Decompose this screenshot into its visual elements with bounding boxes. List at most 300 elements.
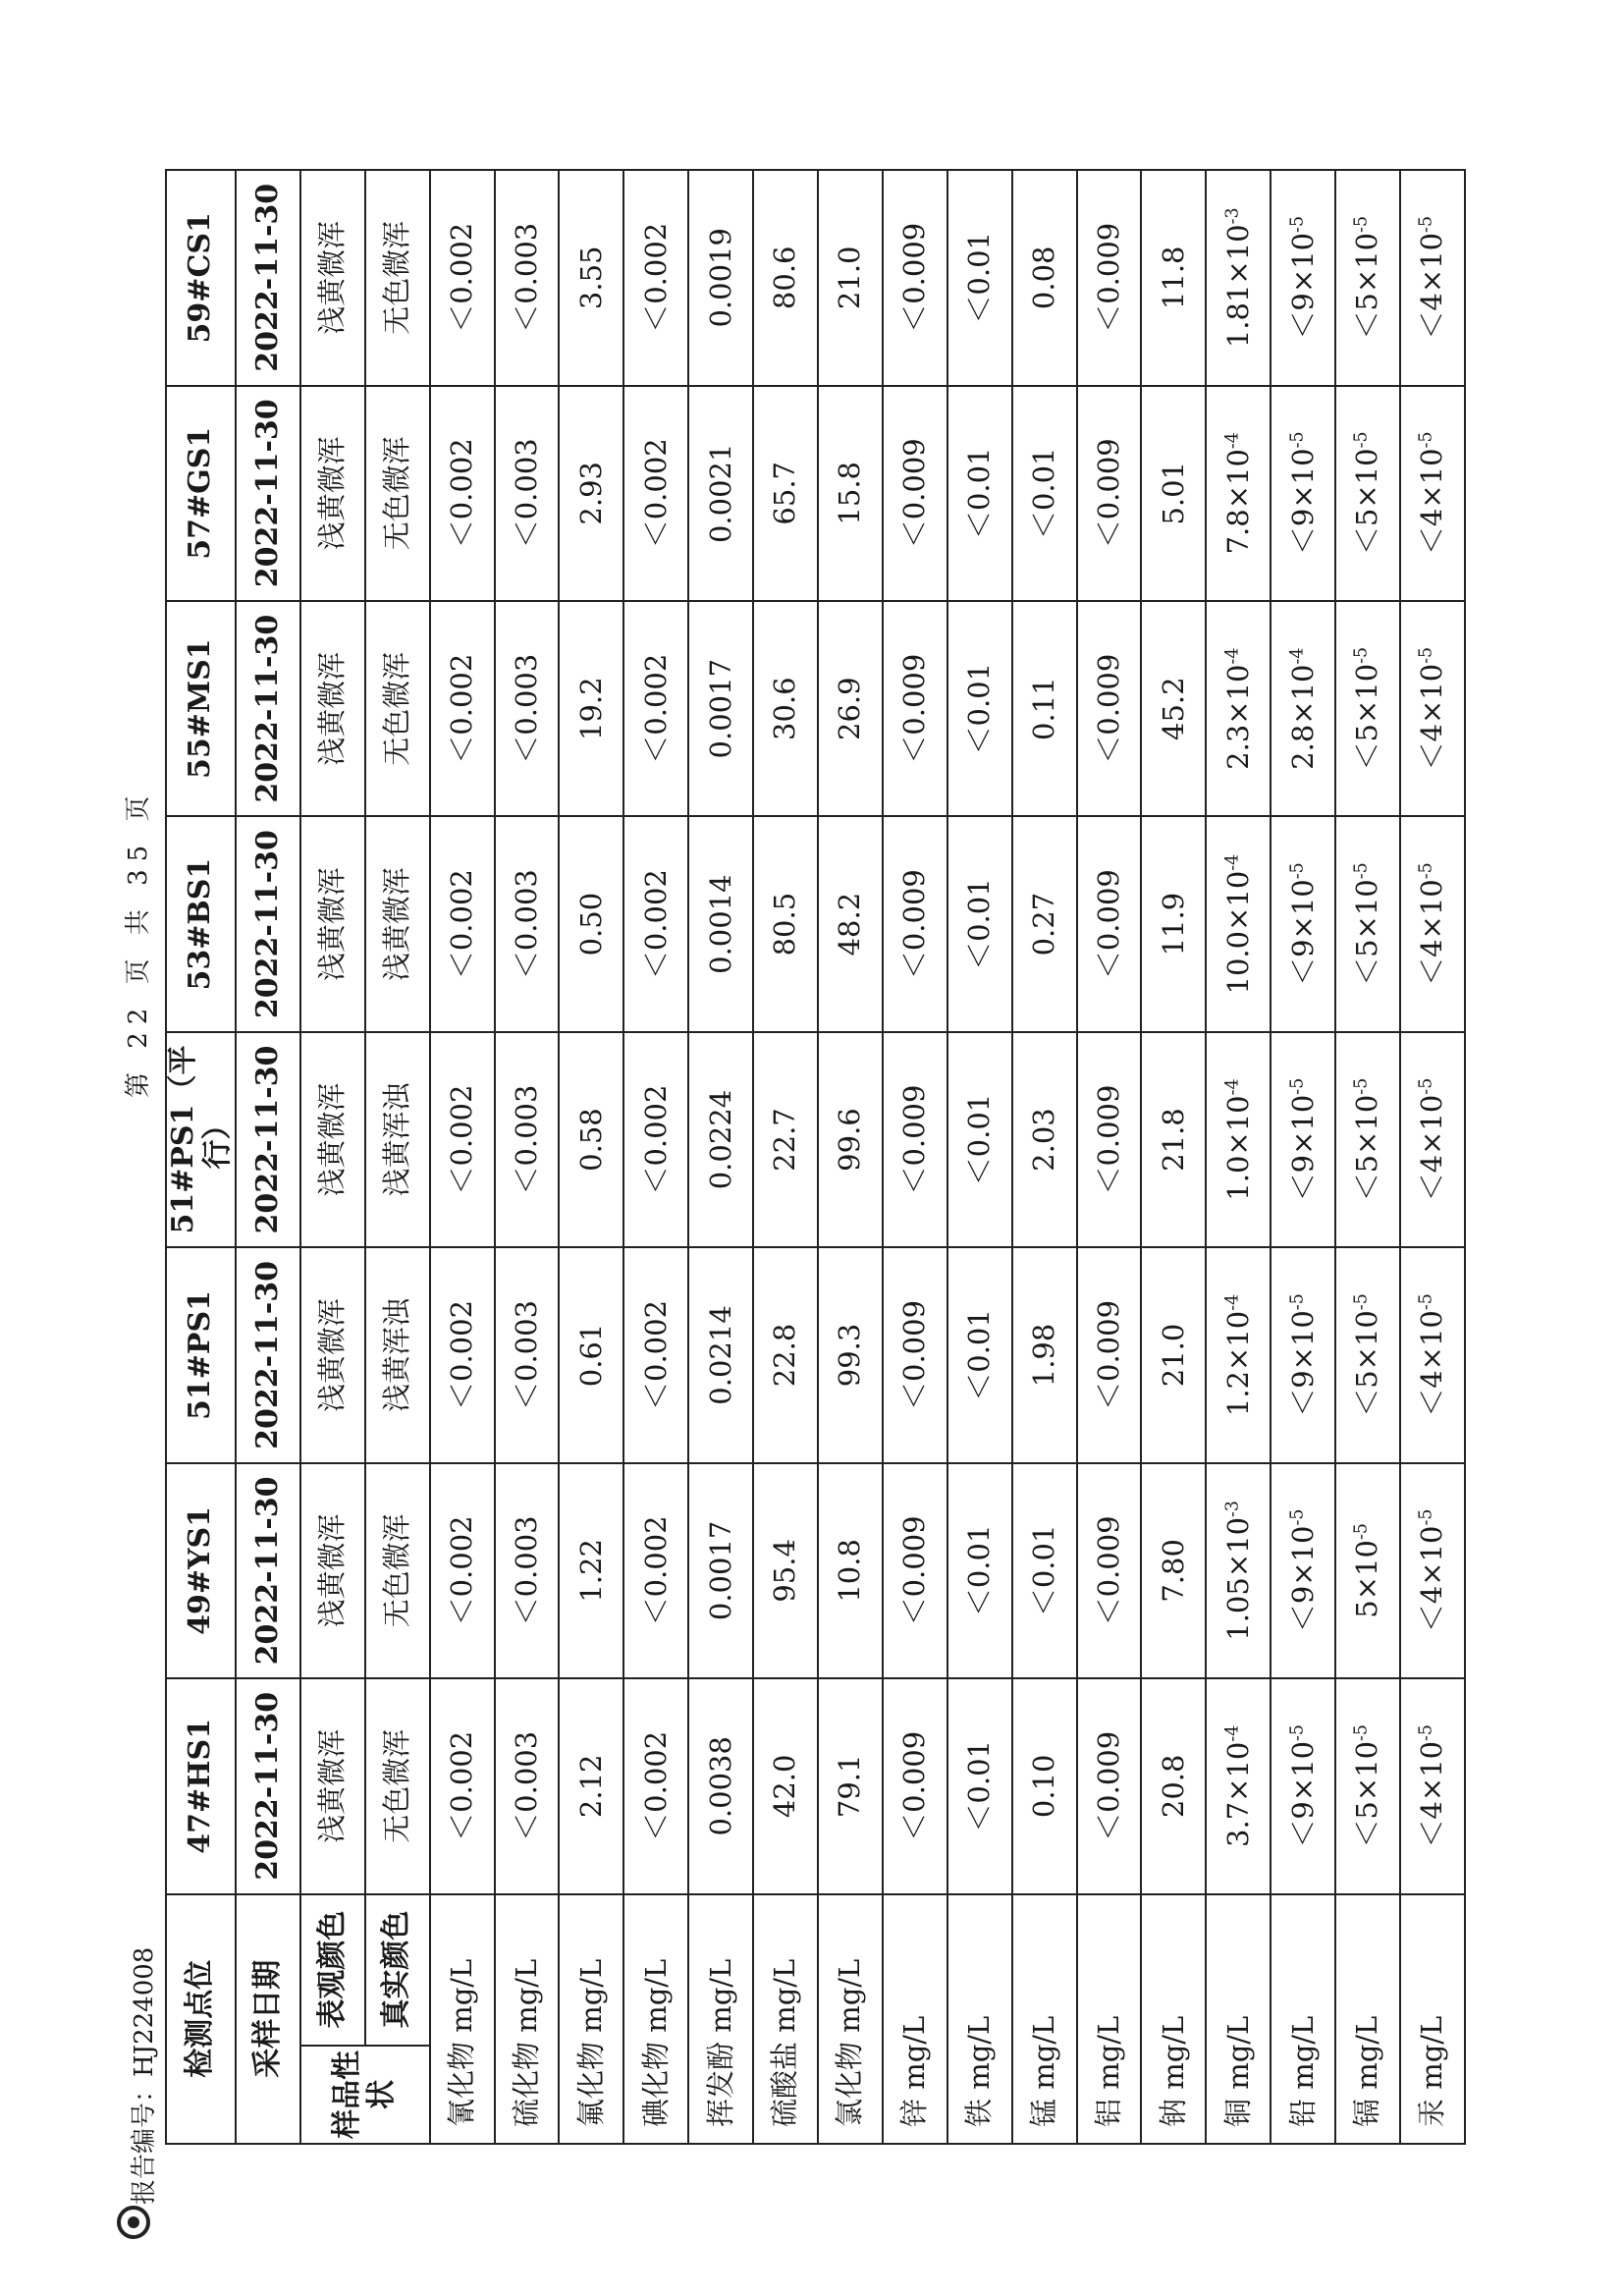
- table-row: [818, 170, 883, 2144]
- measurement-value: [1012, 386, 1077, 601]
- value-base: ＜0.009: [897, 653, 932, 764]
- value-base: ＜0.009: [1091, 1515, 1125, 1626]
- measurement-value: [947, 601, 1012, 816]
- value-base: 0.0019: [703, 228, 737, 328]
- true-color-value: 浅黄浑浊: [365, 1247, 430, 1462]
- value-exponent: -5: [1286, 215, 1307, 233]
- measurement-value: [430, 1032, 495, 1247]
- measurement-value: [1141, 386, 1206, 601]
- value-base: 95.4: [768, 1539, 802, 1603]
- value-exponent: -5: [1416, 1508, 1436, 1526]
- value-base: ＜4×10: [1415, 1740, 1449, 1848]
- sample-date: 2022-11-30: [236, 601, 300, 816]
- measurement-value: [688, 170, 753, 386]
- measurement-value: [818, 386, 883, 601]
- measurement-value: [430, 386, 495, 601]
- value-exponent: -3: [1221, 1501, 1242, 1517]
- measurement-value: [1206, 170, 1271, 386]
- value-exponent: -4: [1221, 432, 1242, 450]
- value-base: 5.01: [1156, 461, 1190, 525]
- table-row: [947, 170, 1012, 2144]
- measurement-value: [1206, 1678, 1271, 1893]
- value-base: 10.0×10: [1220, 870, 1255, 995]
- value-base: 0.0021: [703, 443, 737, 544]
- measurement-value: [1206, 601, 1271, 816]
- true-color-value: 浅黄微浑: [365, 816, 430, 1031]
- parameter-name: 锰 mg/L: [1012, 1894, 1077, 2144]
- measurement-value: [559, 386, 623, 601]
- report-number: 报告编号：HJ224008: [130, 1946, 159, 2205]
- value-base: 0.0214: [703, 1305, 737, 1405]
- value-exponent: -5: [1286, 1293, 1307, 1311]
- measurement-value: [818, 1247, 883, 1462]
- value-exponent: -5: [1351, 215, 1372, 233]
- value-base: 0.27: [1026, 892, 1060, 957]
- value-exponent: -5: [1351, 1293, 1372, 1311]
- value-exponent: -5: [1416, 1077, 1436, 1095]
- value-exponent: -4: [1286, 647, 1307, 665]
- true-color-label: 真实颜色: [365, 1894, 430, 2046]
- value-base: ＜9×10: [1285, 1740, 1320, 1848]
- value-exponent: -5: [1351, 862, 1372, 880]
- value-base: 11.8: [1156, 246, 1190, 310]
- measurement-value: [1206, 386, 1271, 601]
- sample-property-label: 样品性状: [300, 2046, 430, 2144]
- parameter-name: 镉 mg/L: [1335, 1894, 1400, 2144]
- value-exponent: -5: [1351, 1724, 1372, 1741]
- measurement-value: [1400, 1032, 1465, 1247]
- apparent-color-label: 表观颜色: [300, 1894, 365, 2046]
- value-base: ＜0.003: [509, 1299, 543, 1410]
- table-row: [753, 170, 818, 2144]
- value-base: ＜0.009: [897, 1299, 932, 1410]
- measurement-value: [623, 170, 688, 386]
- measurement-value: [1335, 170, 1400, 386]
- measurement-value: [1400, 1247, 1465, 1462]
- measurement-value: [1271, 1463, 1335, 1678]
- value-base: ＜5×10: [1350, 1740, 1384, 1848]
- value-base: ＜9×10: [1285, 232, 1320, 340]
- measurement-value: [947, 1247, 1012, 1462]
- measurement-value: [883, 1032, 947, 1247]
- value-base: ＜5×10: [1350, 879, 1384, 986]
- value-base: ＜0.002: [638, 222, 673, 333]
- measurement-value: [1077, 1032, 1142, 1247]
- measurement-value: [1012, 1247, 1077, 1462]
- measurement-value: [495, 170, 560, 386]
- value-base: ＜0.002: [638, 438, 673, 549]
- value-exponent: -5: [1416, 1293, 1436, 1311]
- table-row: [1400, 170, 1465, 2144]
- measurement-value: [495, 386, 560, 601]
- value-base: ＜0.01: [962, 1093, 997, 1186]
- value-base: ＜9×10: [1285, 1310, 1320, 1417]
- value-base: ＜9×10: [1285, 1525, 1320, 1633]
- value-base: ＜0.009: [1091, 1730, 1125, 1841]
- measurement-value: [1141, 1678, 1206, 1893]
- value-base: 0.0014: [703, 874, 737, 974]
- value-base: 48.2: [833, 892, 867, 957]
- apparent-color-value: 浅黄微浑: [300, 1678, 365, 1893]
- value-base: ＜0.003: [509, 1515, 543, 1626]
- value-base: 1.0×10: [1220, 1095, 1255, 1201]
- measurement-value: [883, 1247, 947, 1462]
- value-exponent: -5: [1416, 646, 1436, 664]
- value-base: 22.8: [768, 1323, 802, 1388]
- table-row: [1012, 170, 1077, 2144]
- value-base: ＜0.003: [509, 222, 543, 333]
- value-base: 30.6: [768, 677, 802, 740]
- value-base: ＜0.01: [962, 232, 997, 324]
- report-header: [116, 1946, 185, 2283]
- value-base: 0.58: [573, 1108, 608, 1172]
- value-base: ＜0.002: [638, 1730, 673, 1841]
- value-base: ＜0.002: [444, 653, 478, 764]
- value-base: 80.6: [768, 246, 802, 310]
- value-base: ＜4×10: [1415, 1310, 1449, 1417]
- measurement-value: [559, 170, 623, 386]
- value-base: 65.7: [768, 461, 802, 525]
- measurement-value: [559, 1463, 623, 1678]
- parameter-name: 硫化物 mg/L: [495, 1894, 560, 2144]
- value-base: ＜0.003: [509, 653, 543, 764]
- measurement-value: [1141, 170, 1206, 386]
- value-exponent: -5: [1416, 215, 1436, 233]
- value-base: 21.0: [833, 246, 867, 310]
- measurement-value: [688, 386, 753, 601]
- true-color-value: 无色微浑: [365, 1463, 430, 1678]
- value-base: ＜0.002: [444, 1084, 478, 1195]
- measurement-value: [1141, 1463, 1206, 1678]
- measurement-value: [818, 601, 883, 816]
- value-base: 7.80: [1156, 1539, 1190, 1603]
- value-base: 0.61: [573, 1323, 608, 1388]
- table-row: [688, 170, 753, 2144]
- value-base: ＜4×10: [1415, 879, 1449, 986]
- value-base: ＜9×10: [1285, 879, 1320, 986]
- measurement-value: [430, 1463, 495, 1678]
- header-row-date: [236, 170, 300, 2144]
- value-base: 2.93: [573, 461, 608, 525]
- measurement-value: [430, 170, 495, 386]
- measurement-value: [623, 816, 688, 1031]
- value-base: 19.2: [573, 677, 608, 740]
- measurement-value: [753, 1247, 818, 1462]
- sample-date: 2022-11-30: [236, 1032, 300, 1247]
- measurement-value: [1012, 816, 1077, 1031]
- value-base: 99.3: [833, 1323, 867, 1388]
- true-color-value: 无色微浑: [365, 386, 430, 601]
- measurement-value: [1077, 386, 1142, 601]
- parameter-name: 氯化物 mg/L: [818, 1894, 883, 2144]
- measurement-value: [1271, 601, 1335, 816]
- table-row: [559, 170, 623, 2144]
- site-name: 57#GS1: [166, 386, 236, 601]
- value-base: 21.0: [1156, 1323, 1190, 1388]
- measurement-value: [1012, 1678, 1077, 1893]
- value-base: 3.7×10: [1220, 1741, 1255, 1847]
- measurement-value: [883, 816, 947, 1031]
- true-color-value: 无色微浑: [365, 1678, 430, 1893]
- value-exponent: -5: [1286, 1077, 1307, 1095]
- value-base: ＜0.009: [1091, 1084, 1125, 1195]
- value-base: ＜0.01: [962, 1740, 997, 1832]
- value-base: ＜0.003: [509, 869, 543, 980]
- value-base: 1.05×10: [1220, 1516, 1255, 1641]
- measurement-value: [1335, 1463, 1400, 1678]
- value-base: ＜0.009: [897, 222, 932, 333]
- header-row-sites: [166, 170, 236, 2144]
- value-base: 5×10: [1350, 1540, 1384, 1618]
- value-base: ＜4×10: [1415, 1094, 1449, 1202]
- measurement-value: [623, 1032, 688, 1247]
- measurement-value: [623, 386, 688, 601]
- value-base: ＜0.009: [897, 1515, 932, 1626]
- parameter-name: 铅 mg/L: [1271, 1894, 1335, 2144]
- value-exponent: -4: [1221, 1724, 1242, 1742]
- measurement-value: [623, 1463, 688, 1678]
- measurement-value: [883, 1678, 947, 1893]
- measurement-value: [688, 816, 753, 1031]
- site-name: 55#MS1: [166, 601, 236, 816]
- site-label: 检测点位: [166, 1894, 236, 2144]
- sample-date: 2022-11-30: [236, 1678, 300, 1893]
- value-base: 7.8×10: [1220, 449, 1255, 555]
- site-name: 51#PS1: [166, 1247, 236, 1462]
- measurement-value: [753, 1032, 818, 1247]
- measurement-value: [495, 1032, 560, 1247]
- value-exponent: -5: [1416, 1724, 1436, 1741]
- measurement-value: [430, 1678, 495, 1893]
- measurement-value: [1400, 1678, 1465, 1893]
- parameter-name: 锌 mg/L: [883, 1894, 947, 2144]
- value-base: ＜0.009: [1091, 1299, 1125, 1410]
- measurement-value: [1012, 1032, 1077, 1247]
- table-row: [1141, 170, 1206, 2144]
- measurement-value: [1206, 1463, 1271, 1678]
- value-base: ＜0.009: [897, 869, 932, 980]
- apparent-color-value: 浅黄微浑: [300, 1032, 365, 1247]
- value-base: ＜0.002: [444, 1515, 478, 1626]
- value-base: ＜0.009: [897, 1730, 932, 1841]
- table-row: [1271, 170, 1335, 2144]
- measurement-value: [1400, 386, 1465, 601]
- measurement-value: [1400, 601, 1465, 816]
- measurement-value: [1012, 601, 1077, 816]
- value-base: 22.7: [768, 1108, 802, 1172]
- value-exponent: -5: [1286, 431, 1307, 449]
- measurement-value: [753, 386, 818, 601]
- true-color-value: 无色微浑: [365, 601, 430, 816]
- value-exponent: -4: [1221, 853, 1242, 871]
- measurement-value: [430, 601, 495, 816]
- parameter-name: 氰化物 mg/L: [430, 1894, 495, 2144]
- measurement-value: [753, 816, 818, 1031]
- measurement-value: [947, 1032, 1012, 1247]
- value-base: 80.5: [768, 892, 802, 957]
- value-base: ＜0.002: [444, 222, 478, 333]
- site-name: 59#CS1: [166, 170, 236, 386]
- measurement-value: [1141, 816, 1206, 1031]
- parameter-name: 挥发酚 mg/L: [688, 1894, 753, 2144]
- measurement-value: [1271, 170, 1335, 386]
- value-exponent: -5: [1286, 1508, 1307, 1526]
- measurement-value: [495, 1247, 560, 1462]
- value-exponent: -3: [1221, 207, 1242, 225]
- value-base: ＜4×10: [1415, 232, 1449, 340]
- measurement-value: [1335, 816, 1400, 1031]
- value-exponent: -5: [1351, 431, 1372, 449]
- value-base: ＜9×10: [1285, 1094, 1320, 1202]
- parameter-name: 铜 mg/L: [1206, 1894, 1271, 2144]
- measurement-value: [1012, 1463, 1077, 1678]
- measurement-value: [753, 1463, 818, 1678]
- parameter-name: 碘化物 mg/L: [623, 1894, 688, 2144]
- value-base: ＜0.01: [962, 447, 997, 540]
- measurement-value: [1335, 1678, 1400, 1893]
- value-base: ＜0.01: [962, 878, 997, 970]
- value-base: 10.8: [833, 1539, 867, 1603]
- parameter-name: 汞 mg/L: [1400, 1894, 1465, 2144]
- value-base: ＜0.002: [638, 1084, 673, 1195]
- date-label: 采样日期: [236, 1894, 300, 2144]
- measurement-value: [688, 1463, 753, 1678]
- value-base: ＜4×10: [1415, 1525, 1449, 1633]
- value-base: ＜0.002: [444, 438, 478, 549]
- value-exponent: -5: [1351, 1077, 1372, 1095]
- measurement-value: [1077, 170, 1142, 386]
- measurement-value: [1271, 1678, 1335, 1893]
- measurement-value: [1141, 601, 1206, 816]
- measurement-value: [947, 816, 1012, 1031]
- value-base: ＜0.002: [638, 869, 673, 980]
- value-base: 0.08: [1026, 246, 1060, 310]
- measurement-value: [1141, 1032, 1206, 1247]
- sample-date: 2022-11-30: [236, 386, 300, 601]
- measurement-value: [1012, 170, 1077, 386]
- measurement-value: [1271, 1032, 1335, 1247]
- measurement-value: [688, 1247, 753, 1462]
- site-name: 47#HS1: [166, 1678, 236, 1893]
- table-wrap: [165, 169, 1459, 2145]
- value-exponent: -5: [1351, 646, 1372, 664]
- measurement-value: [818, 816, 883, 1031]
- sample-date: 2022-11-30: [236, 816, 300, 1031]
- value-base: ＜0.002: [638, 1515, 673, 1626]
- value-base: ＜0.01: [962, 1524, 997, 1617]
- measurement-value: [559, 816, 623, 1031]
- value-base: ＜0.009: [897, 1084, 932, 1195]
- measurement-value: [1077, 601, 1142, 816]
- table-row: [430, 170, 495, 2144]
- value-base: ＜4×10: [1415, 448, 1449, 556]
- value-base: 1.2×10: [1220, 1310, 1255, 1417]
- true-color-value: 无色微浑: [365, 170, 430, 386]
- value-base: 26.9: [833, 677, 867, 740]
- value-base: 2.3×10: [1220, 664, 1255, 770]
- value-base: 0.0017: [703, 1520, 737, 1621]
- measurement-value: [753, 1678, 818, 1893]
- value-base: ＜0.003: [509, 1084, 543, 1195]
- apparent-color-value: 浅黄微浑: [300, 386, 365, 601]
- row-true-color: [365, 170, 430, 2144]
- value-base: ＜0.002: [444, 1730, 478, 1841]
- parameter-name: 铁 mg/L: [947, 1894, 1012, 2144]
- value-base: ＜0.01: [962, 1309, 997, 1401]
- value-exponent: -4: [1221, 1078, 1242, 1096]
- measurement-value: [688, 1678, 753, 1893]
- measurement-value: [1335, 1032, 1400, 1247]
- measurement-value: [1271, 386, 1335, 601]
- value-base: 0.0017: [703, 658, 737, 759]
- measurement-value: [559, 1247, 623, 1462]
- value-base: 2.12: [573, 1754, 608, 1819]
- measurement-value: [1271, 1247, 1335, 1462]
- measurement-value: [623, 601, 688, 816]
- value-exponent: -4: [1221, 1293, 1242, 1311]
- measurement-value: [495, 1678, 560, 1893]
- sample-date: 2022-11-30: [236, 170, 300, 386]
- value-base: 15.8: [833, 461, 867, 525]
- value-base: ＜5×10: [1350, 1094, 1384, 1202]
- value-base: 2.8×10: [1285, 664, 1320, 770]
- measurement-value: [559, 601, 623, 816]
- measurement-value: [1335, 386, 1400, 601]
- measurement-value: [688, 601, 753, 816]
- site-name: 49#YS1: [166, 1463, 236, 1678]
- measurement-value: [1335, 1247, 1400, 1462]
- value-base: ＜0.009: [897, 438, 932, 549]
- value-base: ＜0.002: [444, 869, 478, 980]
- value-exponent: -5: [1286, 1724, 1307, 1741]
- value-base: ＜0.01: [1026, 447, 1060, 540]
- value-base: 0.11: [1026, 677, 1060, 740]
- measurement-value: [818, 1678, 883, 1893]
- parameter-name: 硫酸盐 mg/L: [753, 1894, 818, 2144]
- table-row: [1077, 170, 1142, 2144]
- parameter-name: 氟化物 mg/L: [559, 1894, 623, 2144]
- measurement-value: [1206, 816, 1271, 1031]
- value-base: 3.55: [573, 246, 608, 310]
- parameter-name: 铝 mg/L: [1077, 1894, 1142, 2144]
- apparent-color-value: 浅黄微浑: [300, 170, 365, 386]
- table-row: [883, 170, 947, 2144]
- measurement-value: [1077, 816, 1142, 1031]
- value-base: 45.2: [1156, 677, 1190, 740]
- table-row: [1206, 170, 1271, 2144]
- measurement-value: [883, 1463, 947, 1678]
- company-logo-icon: [116, 2205, 151, 2240]
- value-base: ＜0.009: [1091, 222, 1125, 333]
- measurement-value: [559, 1032, 623, 1247]
- site-name: 51#PS1（平行）: [166, 1032, 236, 1247]
- measurement-value: [1077, 1678, 1142, 1893]
- table-row: [495, 170, 560, 2144]
- value-base: ＜5×10: [1350, 1310, 1384, 1417]
- apparent-color-value: 浅黄微浑: [300, 1463, 365, 1678]
- table-row: [623, 170, 688, 2144]
- value-exponent: -4: [1221, 647, 1242, 665]
- row-apparent-color: [300, 170, 365, 2144]
- measurement-value: [818, 170, 883, 386]
- value-base: 0.10: [1026, 1754, 1060, 1819]
- measurement-value: [495, 816, 560, 1031]
- apparent-color-value: 浅黄微浑: [300, 601, 365, 816]
- measurement-value: [1400, 1463, 1465, 1678]
- value-base: 99.6: [833, 1108, 867, 1172]
- value-exponent: -5: [1416, 862, 1436, 880]
- measurement-value: [883, 386, 947, 601]
